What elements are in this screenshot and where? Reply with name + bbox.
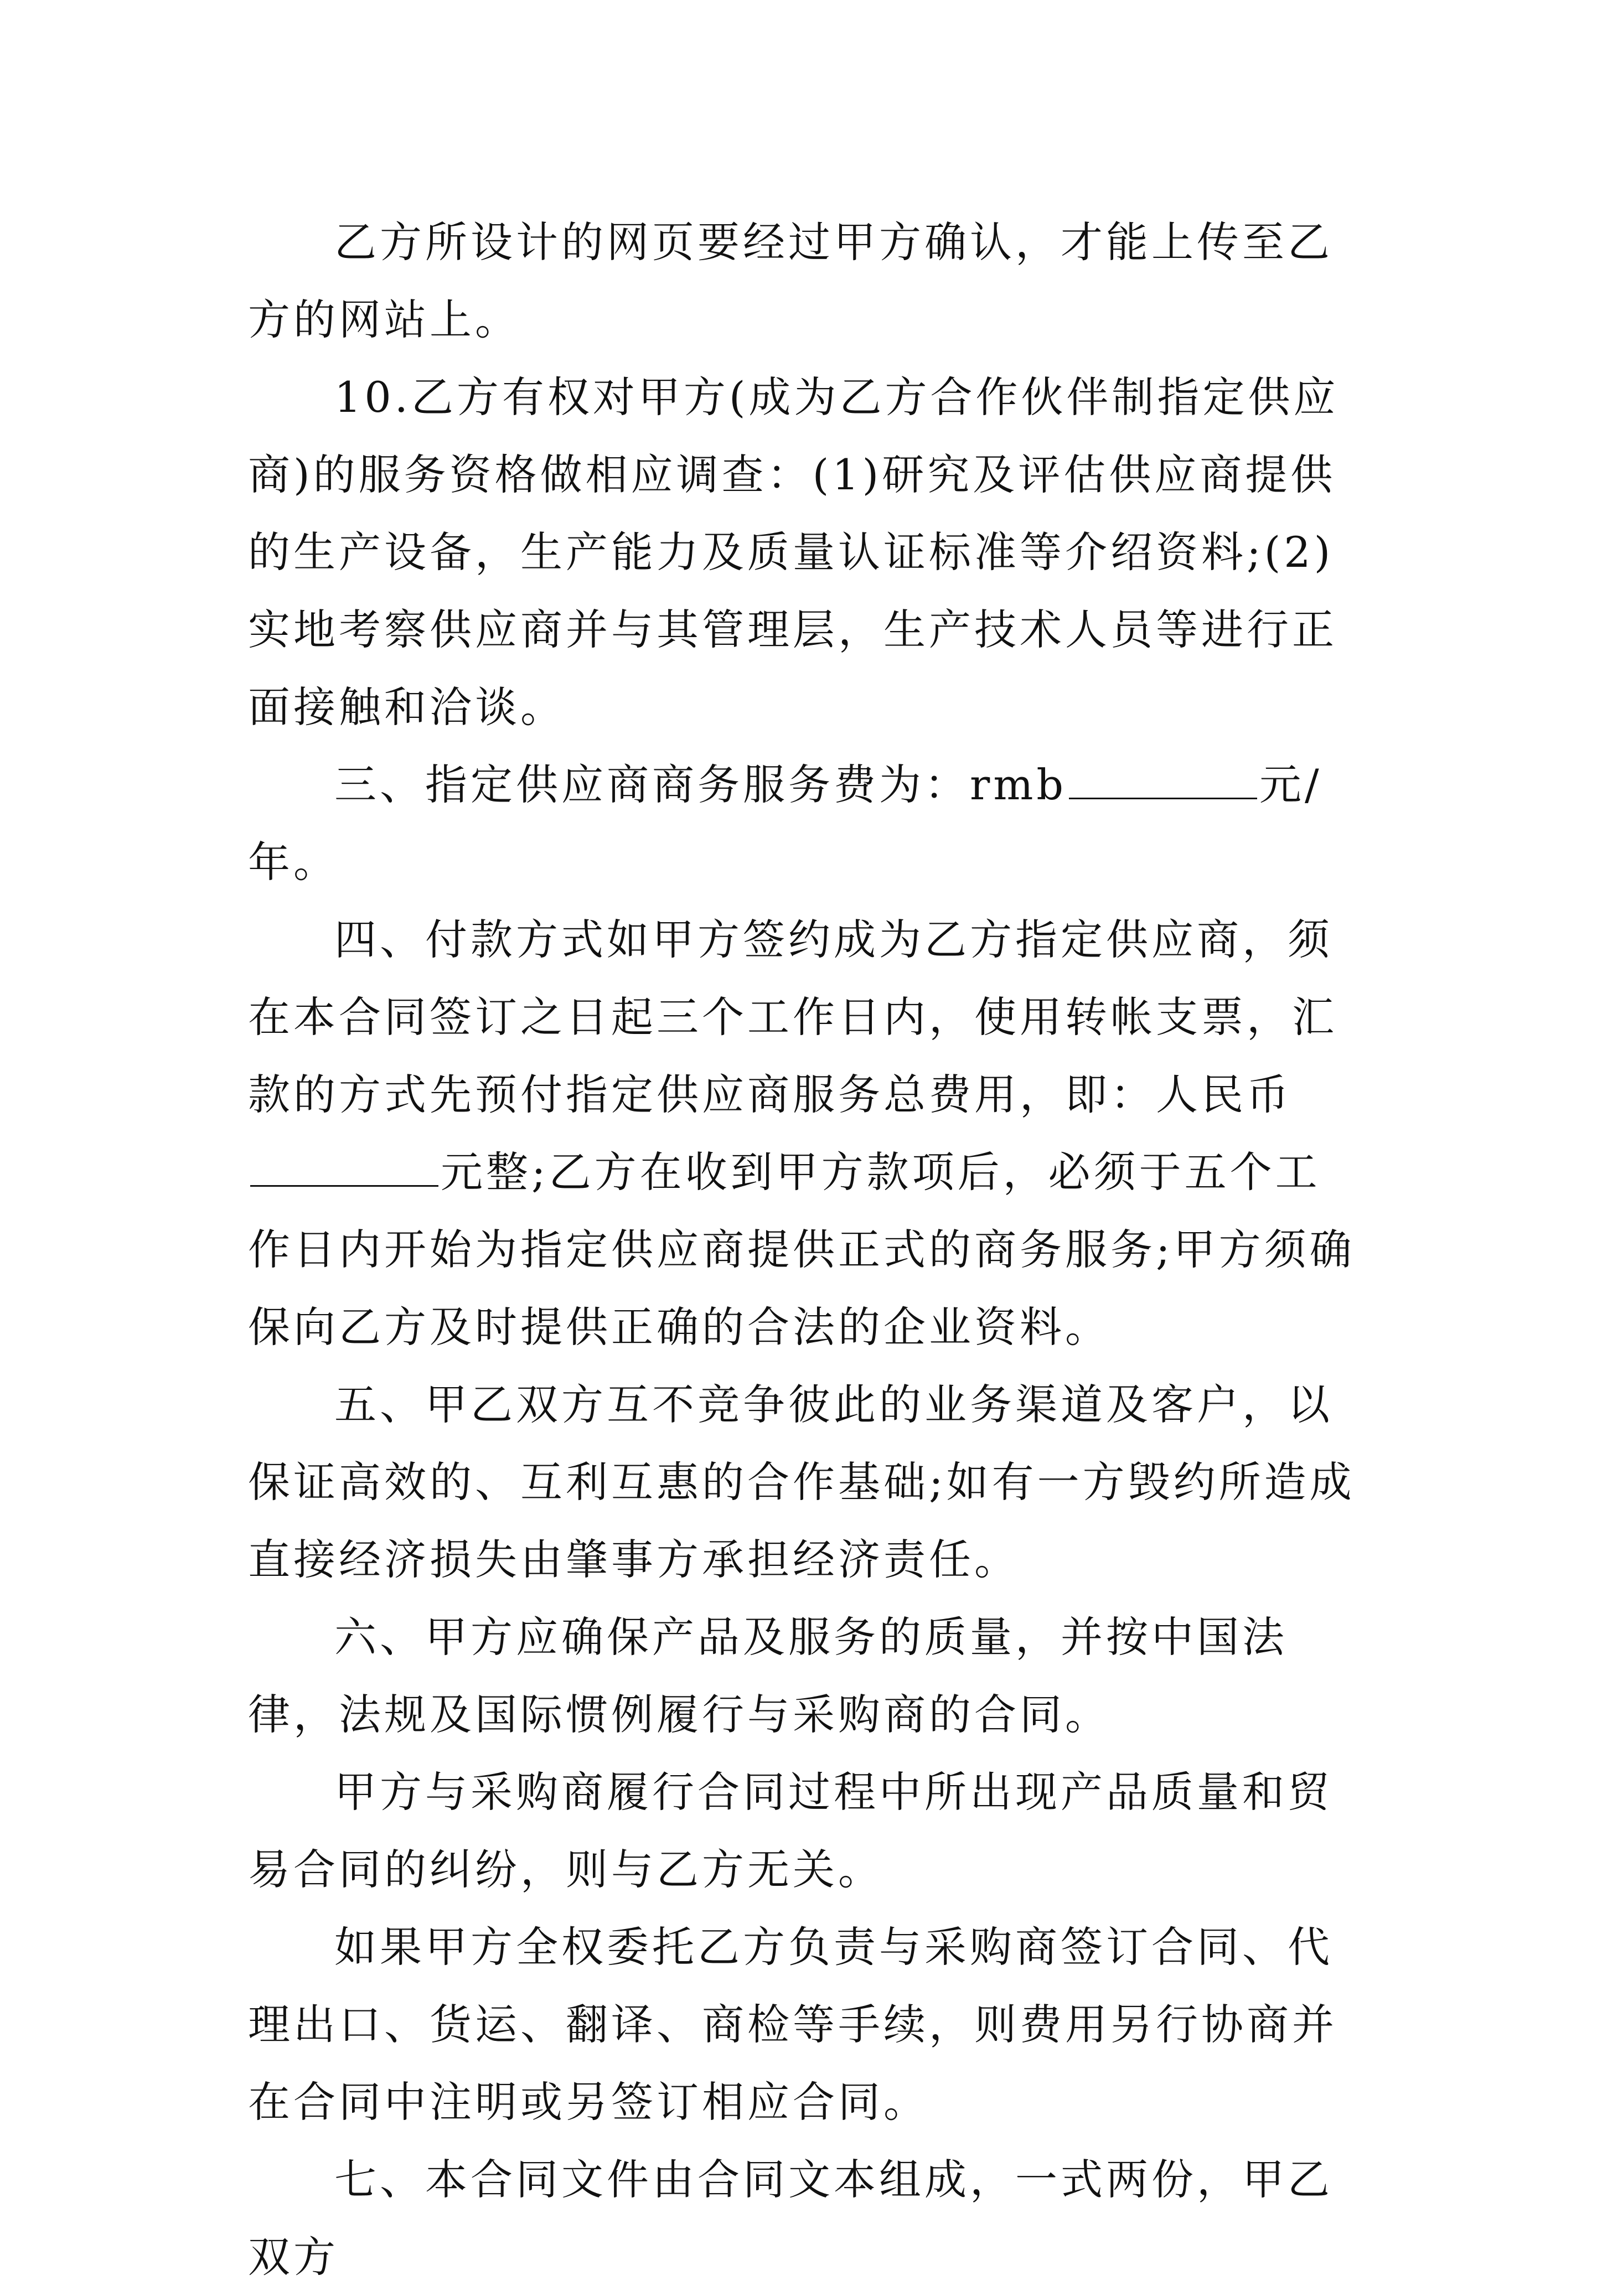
paragraph-clause-6-quality: 六、甲方应确保产品及服务的质量，并按中国法律，法规及国际惯例履行与采购商的合同。	[248, 1612, 1288, 1739]
service-fee-text-after: 元/年。	[248, 760, 1322, 887]
payment-text-before: 四、付款方式如甲方签约成为乙方指定供应商，须在本合同签订之日起三个工作日内，使用转帐支票，汇款的方式先预付指定供应商服务总费用，即：人民币	[248, 915, 1337, 1119]
payment-text-after: 元整;乙方在收到甲方款项后，必须于五个工作日内开始为指定供应商提供正式的商务服务;甲方须确保向乙方及时提供正确的合法的企业资料。	[248, 1147, 1355, 1352]
paragraph-clause-3-service-fee	[248, 746, 1364, 901]
paragraph-clause-7-contract-copies: 七、本合同文件由合同文本组成，一式两份，甲乙双方	[248, 2155, 1333, 2282]
paragraph-webpage-confirmation: 乙方所设计的网页要经过甲方确认，才能上传至乙方的网站上。	[248, 218, 1333, 344]
service-fee-text-before: 三、指定供应商商务服务费为：rmb	[334, 760, 1067, 809]
service-fee-blank	[1069, 759, 1257, 799]
paragraph-clause-4-payment	[248, 901, 1364, 1366]
document-body	[248, 204, 1364, 2296]
paragraph-delegation-fees: 如果甲方全权委托乙方负责与采购商签订合同、代理出口、货运、翻译、商检等手续，则费用另行协商并在合同中注明或另签订相应合同。	[248, 1922, 1337, 2127]
payment-amount-blank	[250, 1146, 438, 1187]
paragraph-dispute-disclaimer: 甲方与采购商履行合同过程中所出现产品质量和贸易合同的纠纷，则与乙方无关。	[248, 1767, 1333, 1894]
paragraph-clause-5-non-compete: 五、甲乙双方互不竞争彼此的业务渠道及客户，以保证高效的、互利互惠的合作基础;如有一方毁约所造成直接经济损失由肇事方承担经济责任。	[248, 1380, 1355, 1584]
paragraph-clause-10-investigation: 10.乙方有权对甲方(成为乙方合作伙伴制指定供应商)的服务资格做相应调查：(1)研究及评估供应商提供的生产设备，生产能力及质量认证标准等介绍资料;(2)实地考察供应商并与其管理层，生产技术人员等进行正面接触和洽谈。	[248, 373, 1339, 732]
